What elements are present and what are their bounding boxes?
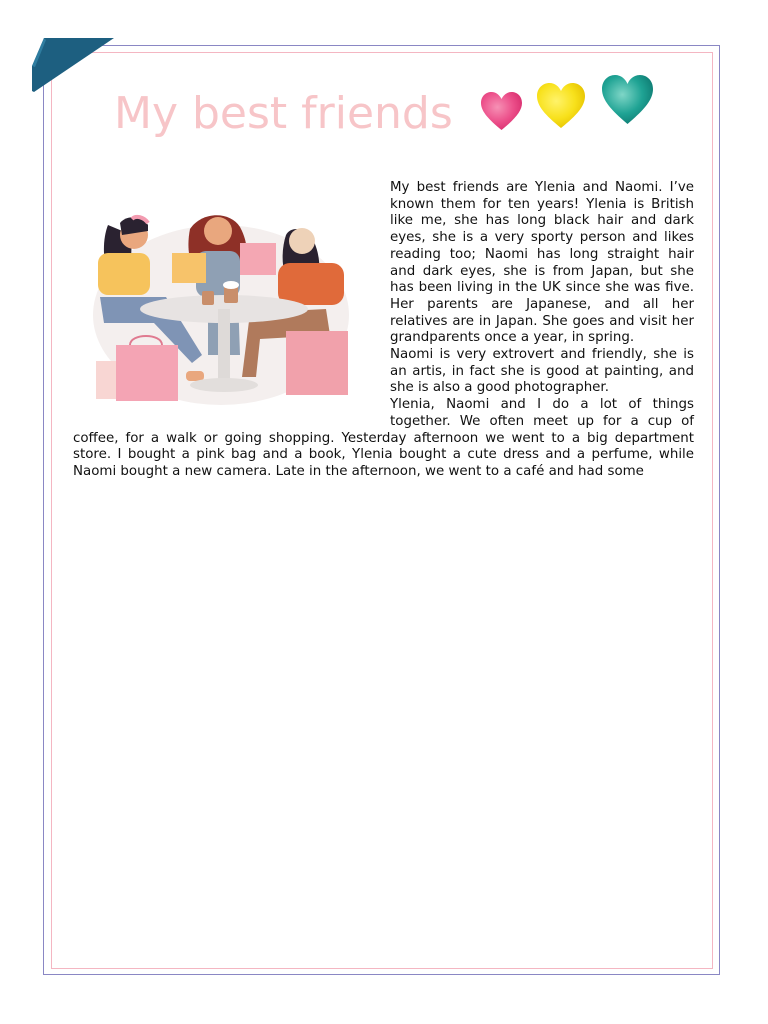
pink-heart-icon [480,91,523,132]
yellow-heart-icon [536,82,586,130]
paragraph-2: Naomi is very extrovert and friendly, she is an artis, in fact she is good at painting, and she is also a good photographer. [390,347,694,396]
corner-ribbon-icon [32,38,114,94]
body-text [73,180,694,481]
paragraph-3: Ylenia, Naomi and I do a lot of things together. We often meet up for a cup of coffee, for a walk or going shopping. Yesterday afternoon we went to a big department store. I bought a pink bag and a book, Ylenia bought a cute dress and a perfume, while Naomi bought a new camera. Late in the afternoon, we went to a café and had some [73,397,694,479]
teal-heart-icon [601,74,654,126]
paragraph-1: My best friends are Ylenia and Naomi. I’ve known them for ten years! Ylenia is British like me, she has long black hair and dark eyes, she is a very sporty person and likes reading too; Naomi has long straight hair and dark eyes, she is from Japan, but she has been living in the UK since she was five. Her parents are Japanese, and all her relatives are in Japan. She goes and visit her grandparents once a year, in spring. [390,180,694,346]
page-title: My best friends [114,88,453,139]
image-wrap-spacer [73,180,390,414]
